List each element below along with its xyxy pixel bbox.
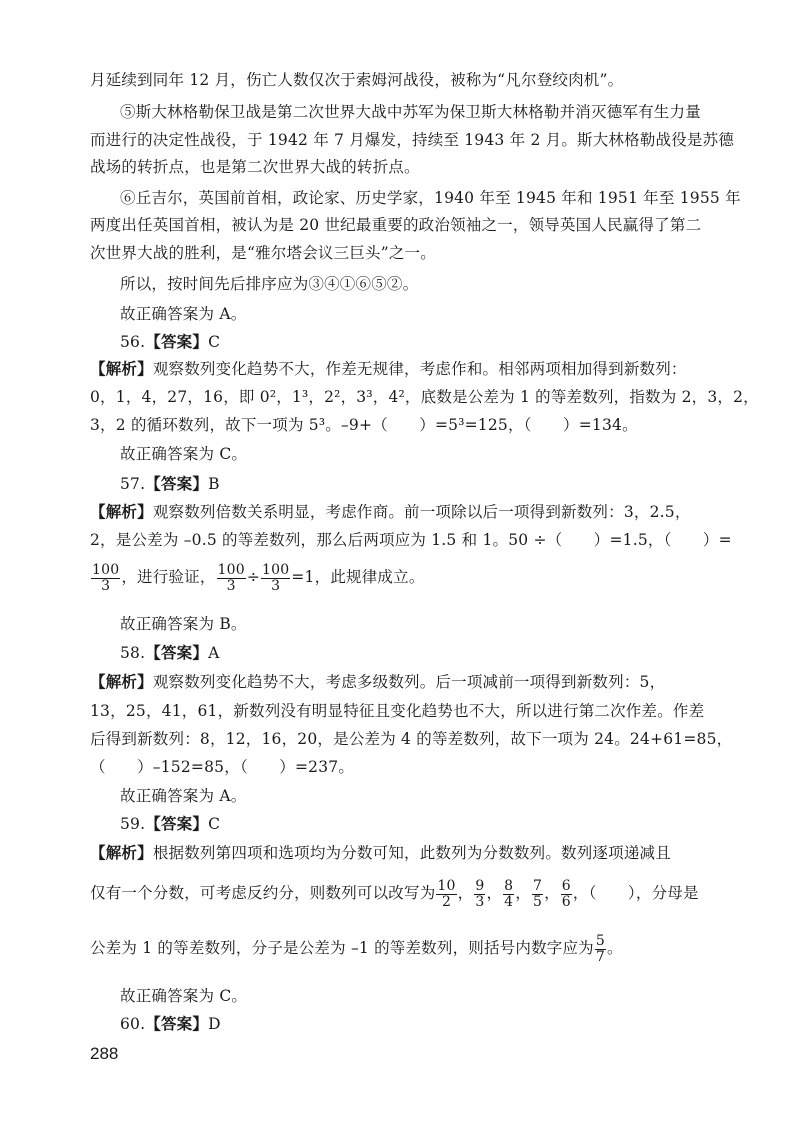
fraction-line <box>90 560 730 594</box>
fraction-numerator: 100 <box>262 561 290 578</box>
question-number: 60. <box>120 1015 146 1033</box>
inline-text: 。 <box>607 939 623 957</box>
fraction <box>217 563 246 594</box>
fraction <box>595 934 606 965</box>
fraction-denominator: 3 <box>101 577 111 594</box>
paragraph-line: （ ）–152=85，（ ）=237。 <box>90 758 355 776</box>
analysis-label: 【解析】 <box>90 359 153 378</box>
answer-label: 【答案】 <box>145 332 209 351</box>
page-number: 288 <box>90 1044 119 1063</box>
fraction-numerator: 7 <box>532 877 543 894</box>
division-sign: ÷ <box>246 568 261 586</box>
conclusion-line: 故正确答案为 A。 <box>120 787 247 805</box>
paragraph-line: 而进行的决定性战役，于 1942 年 7 月爆发，持续至 1943 年 2 月。斯大林格勒战役是苏德 <box>90 131 735 149</box>
analysis-text: 观察数列变化趋势不大，作差无规律，考虑作和。相邻两项相加得到新数列： <box>152 360 687 378</box>
paragraph-line: 月延续到同年 12 月，伤亡人数仅次于索姆河战役，被称为“凡尔登绞肉机”。 <box>90 71 624 89</box>
answer-value: B <box>208 475 220 493</box>
fraction-line <box>90 930 730 966</box>
conclusion-line: 故正确答案为 A。 <box>120 305 247 323</box>
fraction-numerator: 9 <box>475 877 485 894</box>
answer-heading-58 <box>120 643 730 663</box>
answer-value: A <box>208 644 220 662</box>
answer-heading-60 <box>120 1014 730 1034</box>
paragraph-line: 2，是公差为 –0.5 的等差数列，那么后两项应为 1.5 和 1。50 ÷（ ）=1.5，（ ）= <box>90 531 732 549</box>
fraction-numerator: 100 <box>217 561 245 578</box>
paragraph-line: 战场的转折点，也是第二次世界大战的转折点。 <box>90 158 420 176</box>
inline-text: 仅有一个分数，可考虑反约分，则数列可以改写为 <box>90 884 436 902</box>
analysis-text: 观察数列倍数关系明显，考虑作商。前一项除以后一项得到新数列：3，2.5， <box>152 503 691 521</box>
paragraph-line: 所以，按时间先后排序应为③④①⑥⑤②。 <box>120 275 419 293</box>
fraction-denominator: 4 <box>504 893 514 910</box>
conclusion-line: 故正确答案为 B。 <box>120 615 247 633</box>
answer-value: C <box>208 333 221 351</box>
fraction <box>561 879 572 910</box>
fraction-denominator: 5 <box>532 893 543 910</box>
inline-text: 公差为 1 的等差数列，分子是公差为 –1 的等差数列，则括号内数字应为 <box>90 939 594 957</box>
fraction-numerator: 10 <box>437 877 456 894</box>
analysis-line <box>90 672 730 692</box>
separator: ， <box>457 884 474 902</box>
fraction-numerator: 6 <box>561 877 571 894</box>
answer-label: 【答案】 <box>145 814 209 833</box>
paragraph-line: 3，2 的循环数列，故下一项为 5³。–9+（ ）=5³=125，（ ）=134。 <box>90 416 638 434</box>
fraction-line <box>90 875 730 911</box>
separator: ， <box>515 884 531 902</box>
answer-heading-57 <box>120 474 730 494</box>
question-number: 57. <box>120 475 146 493</box>
answer-label: 【答案】 <box>145 1014 209 1033</box>
fraction-denominator: 3 <box>226 577 236 594</box>
analysis-text: 根据数列第四项和选项均为分数可知，此数列为分数数列。数列逐项递减且 <box>152 844 671 862</box>
analysis-line <box>90 502 730 522</box>
paragraph-line: 13，25，41，61，新数列没有明显特征且变化趋势也不大，所以进行第二次作差。作差 <box>90 702 705 720</box>
analysis-line <box>90 843 730 863</box>
analysis-label: 【解析】 <box>90 843 153 862</box>
analysis-text: 观察数列变化趋势不大，考虑多级数列。后一项减前一项得到新数列：5， <box>152 673 666 691</box>
fraction <box>503 879 514 910</box>
question-number: 59. <box>120 815 146 833</box>
fraction <box>532 879 543 910</box>
fraction-numerator: 100 <box>92 561 120 578</box>
answer-value: C <box>208 815 221 833</box>
answer-label: 【答案】 <box>145 474 209 493</box>
question-number: 58. <box>120 644 146 662</box>
separator: ， <box>544 884 560 902</box>
paragraph-line: 次世界大战的胜利，是“雅尔塔会议三巨头”之一。 <box>90 244 436 262</box>
separator: ， <box>486 884 503 902</box>
analysis-line <box>90 359 730 379</box>
answer-value: D <box>208 1015 221 1033</box>
paragraph-line: ⑤斯大林格勒保卫战是第二次世界大战中苏军为保卫斯大林格勒并消灭德军有生力量 <box>120 103 701 121</box>
fraction <box>436 879 456 910</box>
fraction-denominator: 2 <box>441 893 452 910</box>
answer-heading-59 <box>120 814 730 834</box>
analysis-label: 【解析】 <box>90 502 153 521</box>
question-number: 56. <box>120 333 146 351</box>
inline-text: ，进行验证， <box>121 568 216 586</box>
conclusion-line: 故正确答案为 C。 <box>120 987 248 1005</box>
fraction-denominator: 6 <box>561 893 571 910</box>
fraction-numerator: 8 <box>504 877 514 894</box>
paragraph-line: ⑥丘吉尔，英国前首相，政论家、历史学家，1940 年至 1945 年和 1951 年至 1955 年 <box>120 189 741 207</box>
fraction-numerator: 5 <box>595 932 605 949</box>
inline-text: =1，此规律成立。 <box>291 568 425 586</box>
fraction <box>261 563 290 594</box>
analysis-label: 【解析】 <box>90 672 153 691</box>
inline-text: ，（ ），分母是 <box>572 884 699 902</box>
answer-label: 【答案】 <box>145 643 209 662</box>
fraction <box>91 563 120 594</box>
paragraph-line: 0，1，4，27，16，即 0²，1³，2²，3³，4²，底数是公差为 1 的等差数列，指数为 2，3，2， <box>90 388 759 406</box>
conclusion-line: 故正确答案为 C。 <box>120 445 248 463</box>
fraction-denominator: 3 <box>475 893 485 910</box>
fraction-denominator: 3 <box>271 577 281 594</box>
paragraph-line: 两度出任英国首相，被认为是 20 世纪最重要的政治领袖之一，领导英国人民赢得了第二 <box>90 216 702 234</box>
fraction-denominator: 7 <box>595 948 605 965</box>
paragraph-line: 后得到新数列：8，12，16，20，是公差为 4 的等差数列，故下一项为 24。24+61=85， <box>90 730 733 748</box>
answer-heading-56 <box>120 332 730 352</box>
fraction <box>474 879 485 910</box>
